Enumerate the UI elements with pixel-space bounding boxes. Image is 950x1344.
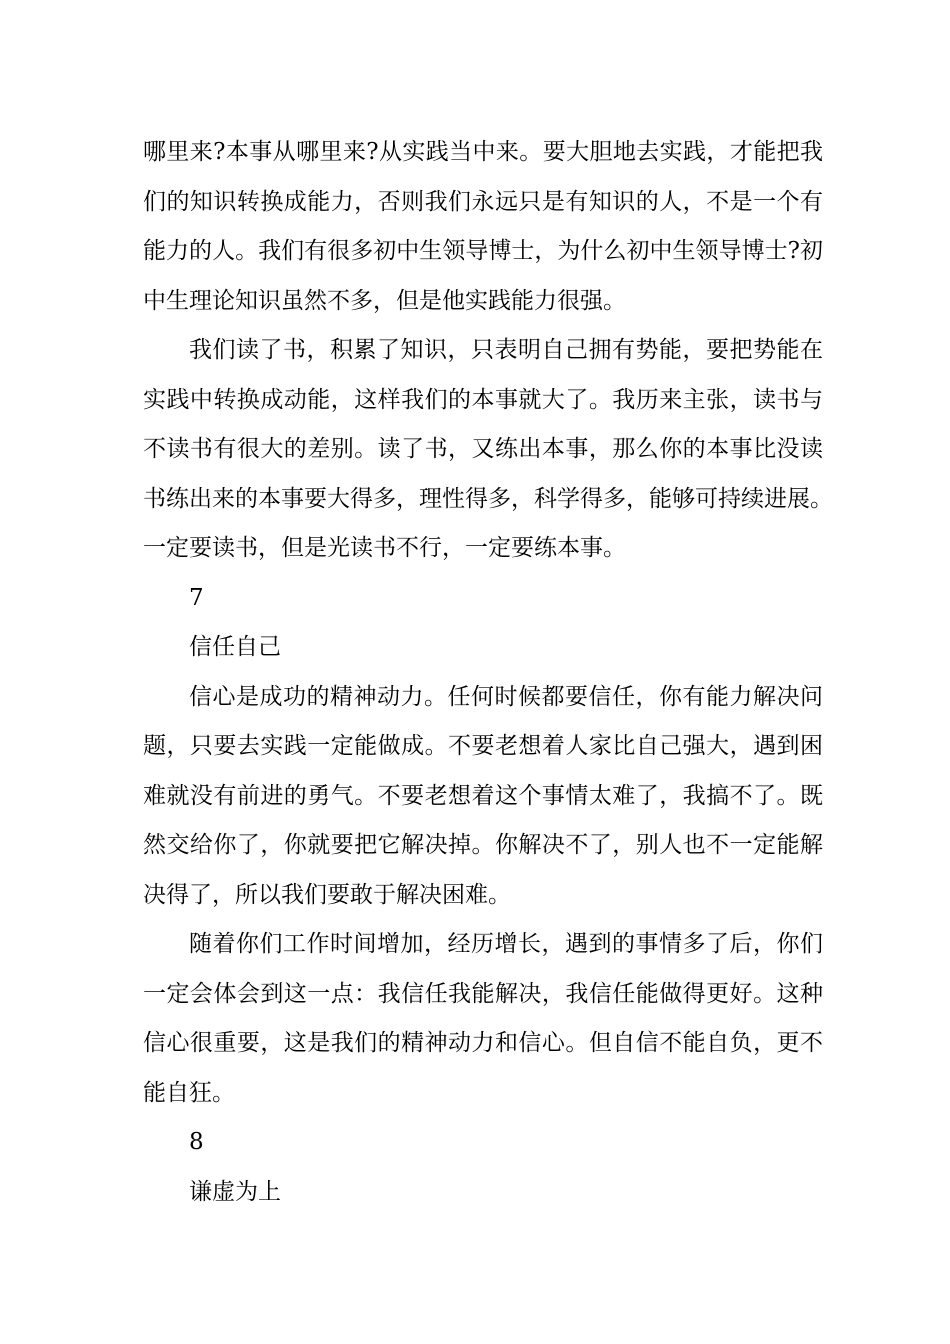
paragraph-line: 们的知识转换成能力，否则我们永远只是有知识的人，不是一个有	[143, 188, 823, 215]
paragraph-line: 题，只要去实践一定能做成。不要老想着人家比自己强大，遇到困	[143, 733, 823, 759]
section-heading: 谦虚为上	[189, 1178, 281, 1205]
paragraph-line: 信心是成功的精神动力。任何时候都要信任，你有能力解决问	[189, 683, 823, 710]
paragraph-line: 中生理论知识虽然不多，但是他实践能力很强。	[143, 287, 626, 314]
paragraph-line: 信心很重要，这是我们的精神动力和信心。但自信不能自负，更不	[143, 1030, 823, 1056]
paragraph-line: 哪里来?本事从哪里来?从实践当中来。要大胆地去实践，才能把我	[143, 139, 823, 165]
paragraph-line: 能自狂。	[143, 1079, 235, 1106]
paragraph-line: 然交给你了，你就要把它解决掉。你解决不了，别人也不一定能解	[143, 832, 823, 858]
paragraph-line: 实践中转换成动能，这样我们的本事就大了。我历来主张，读书与	[143, 386, 823, 413]
paragraph-line: 随着你们工作时间增加，经历增长，遇到的事情多了后，你们	[189, 931, 823, 957]
section-number: 8	[189, 1129, 204, 1155]
paragraph-line: 不读书有很大的差别。读了书，又练出本事，那么你的本事比没读	[143, 436, 823, 462]
paragraph-line: 我们读了书，积累了知识，只表明自己拥有势能，要把势能在	[189, 337, 823, 363]
paragraph-line: 一定要读书，但是光读书不行，一定要练本事。	[143, 535, 626, 561]
document-body	[143, 128, 833, 1217]
section-number: 7	[189, 584, 204, 611]
paragraph-line: 能力的人。我们有很多初中生领导博士，为什么初中生领导博士?初	[143, 238, 823, 264]
paragraph-line: 一定会体会到这一点：我信任我能解决，我信任能做得更好。这种	[143, 980, 823, 1007]
section-heading: 信任自己	[189, 634, 281, 660]
paragraph-line: 难就没有前进的勇气。不要老想着这个事情太难了，我搞不了。既	[143, 782, 823, 809]
paragraph-line: 决得了，所以我们要敢于解决困难。	[143, 881, 511, 908]
paragraph-line: 书练出来的本事要大得多，理性得多，科学得多，能够可持续进展。	[143, 485, 833, 512]
